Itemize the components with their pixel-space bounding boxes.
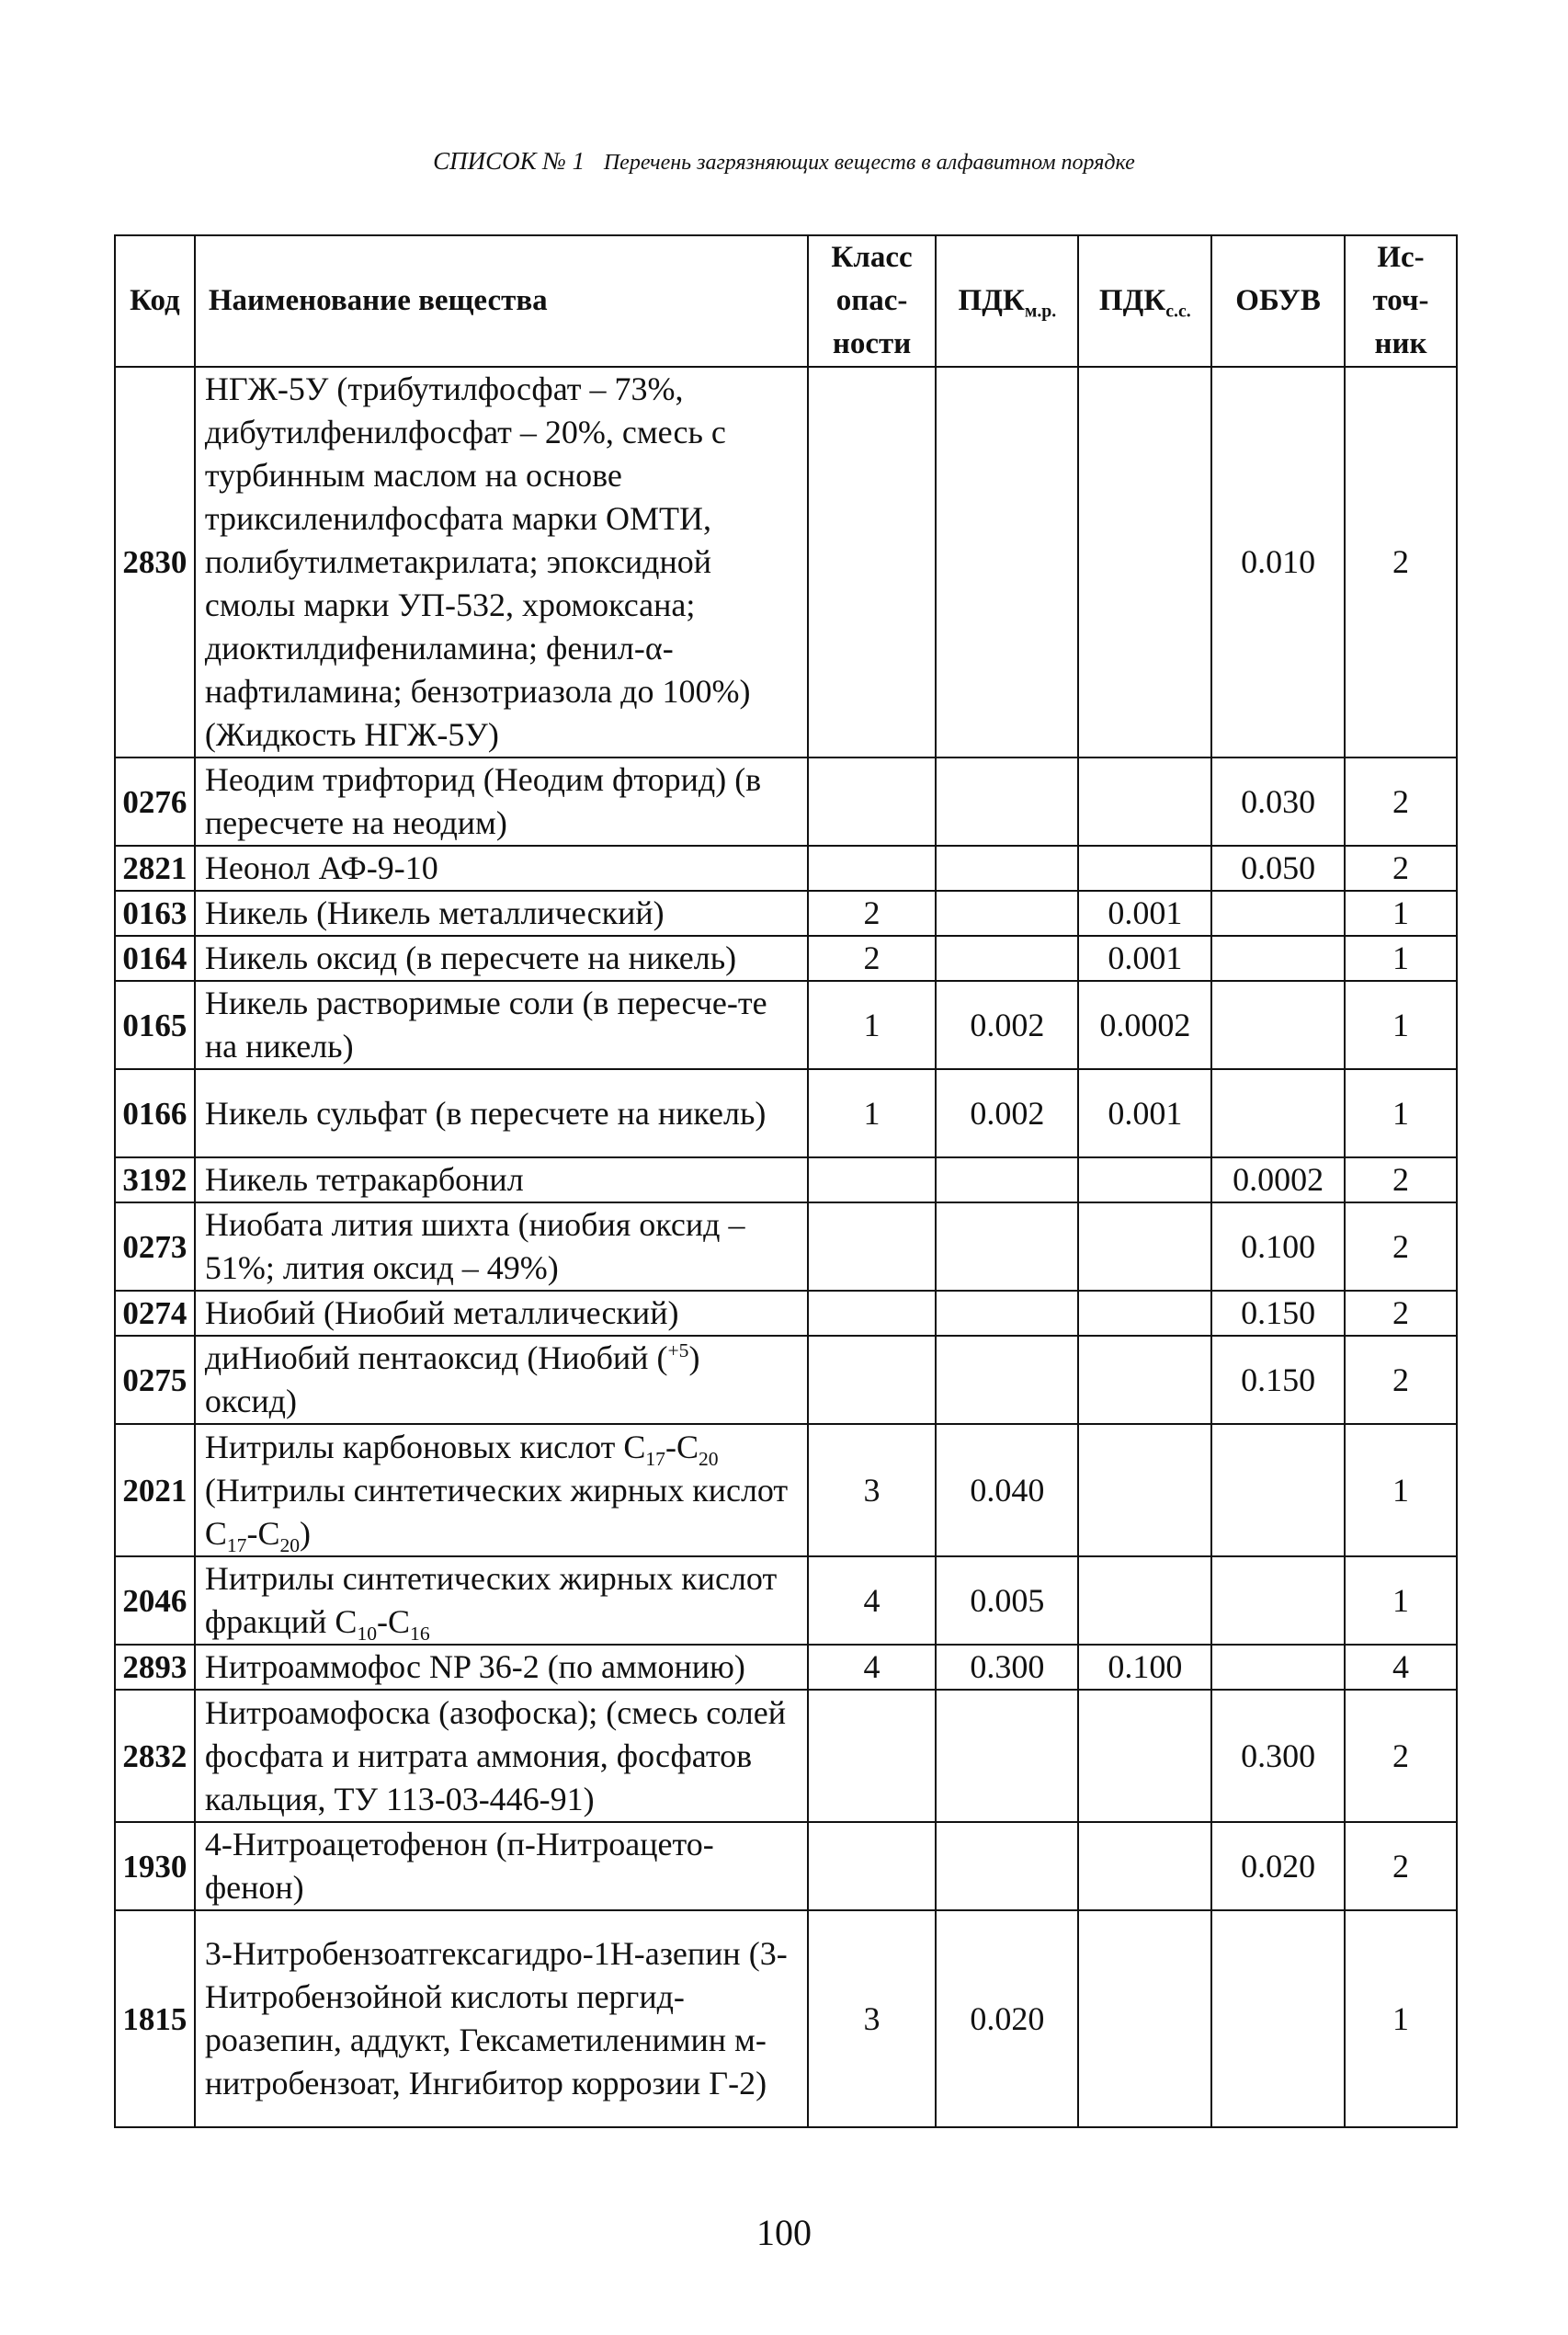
carbon-index: 20 <box>279 1533 301 1556</box>
row-obuv: 0.100 <box>1211 1202 1345 1291</box>
row-pdk-ss <box>1078 1822 1211 1910</box>
row-pdk-mr <box>936 1336 1078 1424</box>
table-row <box>115 891 1457 936</box>
name-part: -C <box>665 1428 699 1465</box>
row-hazard-class: 3 <box>808 1910 937 2127</box>
row-code: 0274 <box>115 1291 195 1336</box>
row-source: 1 <box>1345 1424 1457 1556</box>
row-pdk-mr: 0.020 <box>936 1910 1078 2127</box>
table-row <box>115 1202 1457 1291</box>
substances-table <box>114 234 1458 2128</box>
row-hazard-class <box>808 757 937 846</box>
row-code: 0164 <box>115 936 195 981</box>
row-name: Никель оксид (в пересчете на никель) <box>195 936 808 981</box>
row-code: 0275 <box>115 1336 195 1424</box>
carbon-index: 20 <box>698 1447 719 1470</box>
list-title: СПИСОК № 1 <box>433 147 585 175</box>
col-header-pdk-mr <box>936 235 1078 367</box>
row-pdk-mr <box>936 367 1078 757</box>
row-code: 3192 <box>115 1157 195 1202</box>
row-pdk-mr: 0.002 <box>936 981 1078 1069</box>
row-pdk-ss: 0.001 <box>1078 1069 1211 1157</box>
row-pdk-mr <box>936 891 1078 936</box>
row-name <box>195 1424 808 1556</box>
row-obuv: 0.020 <box>1211 1822 1345 1910</box>
row-source: 2 <box>1345 1202 1457 1291</box>
table-row <box>115 367 1457 757</box>
row-code: 2832 <box>115 1690 195 1822</box>
row-source: 2 <box>1345 757 1457 846</box>
row-obuv: 0.050 <box>1211 846 1345 891</box>
row-source: 2 <box>1345 1336 1457 1424</box>
row-hazard-class: 2 <box>808 891 937 936</box>
row-pdk-ss <box>1078 757 1211 846</box>
name-part: диНиобий пентаоксид (Ниобий ( <box>204 1339 668 1376</box>
row-code: 2046 <box>115 1556 195 1645</box>
table-row <box>115 1069 1457 1157</box>
row-name: Ниобата лития шихта (ниобия оксид – 51%; лития оксид – 49%) <box>195 1202 808 1291</box>
table-row <box>115 981 1457 1069</box>
row-pdk-ss: 0.001 <box>1078 936 1211 981</box>
table-row <box>115 936 1457 981</box>
carbon-index: 16 <box>410 1623 430 1646</box>
row-source: 1 <box>1345 1910 1457 2127</box>
name-part: Нитрилы карбоновых кислот C <box>204 1428 646 1465</box>
carbon-index: 10 <box>357 1623 378 1646</box>
row-obuv: 0.010 <box>1211 367 1345 757</box>
name-part: -C <box>377 1603 411 1640</box>
row-name: Неодим трифторид (Неодим фторид) (в пересчете на неодим) <box>195 757 808 846</box>
row-name: Никель тетракарбонил <box>195 1157 808 1202</box>
row-pdk-mr: 0.005 <box>936 1556 1078 1645</box>
row-name <box>195 1556 808 1645</box>
row-name <box>195 1336 808 1424</box>
row-code: 2893 <box>115 1645 195 1690</box>
table-row <box>115 1822 1457 1910</box>
row-name: Нитроамофоска (азофоска); (смесь солей фосфата и нитрата аммония, фосфатов кальция, ТУ 113-03-446-91) <box>195 1690 808 1822</box>
row-pdk-mr <box>936 1822 1078 1910</box>
row-hazard-class <box>808 1690 937 1822</box>
table-row <box>115 1690 1457 1822</box>
page-header <box>0 147 1568 176</box>
row-hazard-class <box>808 1202 937 1291</box>
row-obuv: 0.300 <box>1211 1690 1345 1822</box>
row-obuv: 0.150 <box>1211 1336 1345 1424</box>
row-hazard-class <box>808 1822 937 1910</box>
row-pdk-ss <box>1078 1336 1211 1424</box>
row-obuv <box>1211 1424 1345 1556</box>
row-pdk-mr <box>936 1690 1078 1822</box>
row-pdk-mr <box>936 1157 1078 1202</box>
row-hazard-class: 4 <box>808 1645 937 1690</box>
table-row <box>115 757 1457 846</box>
row-obuv <box>1211 1556 1345 1645</box>
col-header-pdk-ss <box>1078 235 1211 367</box>
row-source: 1 <box>1345 981 1457 1069</box>
row-code: 0166 <box>115 1069 195 1157</box>
row-name: Нитроаммофос NP 36-2 (по аммонию) <box>195 1645 808 1690</box>
col-header-hazard-class: Класс опас- ности <box>808 235 937 367</box>
row-code: 2821 <box>115 846 195 891</box>
table-row <box>115 1645 1457 1690</box>
row-name: Никель сульфат (в пересчете на никель) <box>195 1069 808 1157</box>
carbon-index: 17 <box>645 1447 665 1470</box>
row-code: 2021 <box>115 1424 195 1556</box>
row-source: 1 <box>1345 1556 1457 1645</box>
row-pdk-mr <box>936 1202 1078 1291</box>
name-part: -C <box>246 1514 280 1552</box>
pdk-ss-sub: с.с. <box>1165 301 1191 322</box>
row-hazard-class <box>808 367 937 757</box>
col-header-obuv: ОБУВ <box>1211 235 1345 367</box>
row-code: 1815 <box>115 1910 195 2127</box>
name-part: (Нитрилы синтетических жирных кислот C <box>204 1471 789 1552</box>
table-row <box>115 1157 1457 1202</box>
row-pdk-ss <box>1078 1291 1211 1336</box>
row-hazard-class: 1 <box>808 981 937 1069</box>
table-row <box>115 1336 1457 1424</box>
row-code: 2830 <box>115 367 195 757</box>
table-row <box>115 1910 1457 2127</box>
col-header-code: Код <box>115 235 195 367</box>
row-pdk-ss <box>1078 1556 1211 1645</box>
table-row <box>115 1556 1457 1645</box>
row-source: 2 <box>1345 846 1457 891</box>
row-source: 2 <box>1345 1291 1457 1336</box>
row-source: 2 <box>1345 1822 1457 1910</box>
table-header-row <box>115 235 1457 367</box>
row-source: 2 <box>1345 367 1457 757</box>
row-source: 4 <box>1345 1645 1457 1690</box>
pdk-ss-base: ПДК <box>1098 284 1166 317</box>
page-number: 100 <box>756 2212 812 2253</box>
row-pdk-ss <box>1078 367 1211 757</box>
row-hazard-class: 1 <box>808 1069 937 1157</box>
table-row <box>115 846 1457 891</box>
row-pdk-mr <box>936 757 1078 846</box>
row-code: 0163 <box>115 891 195 936</box>
row-name: 4-Нитроацетофенон (п-Нитроацето-фенон) <box>195 1822 808 1910</box>
row-obuv <box>1211 981 1345 1069</box>
row-source: 1 <box>1345 936 1457 981</box>
row-pdk-ss <box>1078 1157 1211 1202</box>
name-part: ) оксид) <box>204 1339 700 1419</box>
row-pdk-ss: 0.100 <box>1078 1645 1211 1690</box>
col-header-name: Наименование вещества <box>195 235 808 367</box>
row-obuv: 0.150 <box>1211 1291 1345 1336</box>
row-obuv <box>1211 1645 1345 1690</box>
row-source: 2 <box>1345 1157 1457 1202</box>
row-code: 1930 <box>115 1822 195 1910</box>
row-obuv <box>1211 936 1345 981</box>
row-pdk-ss: 0.001 <box>1078 891 1211 936</box>
list-subtitle: Перечень загрязняющих веществ в алфавитном порядке <box>603 151 1135 175</box>
row-pdk-mr: 0.002 <box>936 1069 1078 1157</box>
row-hazard-class <box>808 1157 937 1202</box>
row-name: Никель (Никель металлический) <box>195 891 808 936</box>
row-name: 3-Нитробензоатгексагидро-1Н-азепин (3-Нитробензойной кислоты пергид-роазепин, аддукт, Гексаметиленимин м-нитробензоат, Ингибитор коррозии Г-2) <box>195 1910 808 2127</box>
name-part: ) <box>300 1514 312 1552</box>
row-hazard-class: 2 <box>808 936 937 981</box>
row-pdk-mr: 0.300 <box>936 1645 1078 1690</box>
row-pdk-ss: 0.0002 <box>1078 981 1211 1069</box>
carbon-index: 17 <box>226 1533 247 1556</box>
row-code: 0273 <box>115 1202 195 1291</box>
row-name: Никель растворимые соли (в пересче-те на никель) <box>195 981 808 1069</box>
row-hazard-class <box>808 846 937 891</box>
row-hazard-class: 3 <box>808 1424 937 1556</box>
pdk-mr-sub: м.р. <box>1024 301 1057 322</box>
oxidation-state: +5 <box>667 1339 689 1361</box>
row-pdk-mr <box>936 1291 1078 1336</box>
row-obuv: 0.030 <box>1211 757 1345 846</box>
col-header-source: Ис- точ- ник <box>1345 235 1457 367</box>
row-name: Ниобий (Ниобий металлический) <box>195 1291 808 1336</box>
row-pdk-ss <box>1078 846 1211 891</box>
row-pdk-ss <box>1078 1690 1211 1822</box>
row-obuv <box>1211 1069 1345 1157</box>
row-code: 0165 <box>115 981 195 1069</box>
row-pdk-ss <box>1078 1424 1211 1556</box>
table-row <box>115 1424 1457 1556</box>
row-pdk-ss <box>1078 1202 1211 1291</box>
row-source: 1 <box>1345 1069 1457 1157</box>
row-source: 1 <box>1345 891 1457 936</box>
row-pdk-mr: 0.040 <box>936 1424 1078 1556</box>
row-hazard-class: 4 <box>808 1556 937 1645</box>
row-pdk-mr <box>936 936 1078 981</box>
row-obuv <box>1211 891 1345 936</box>
row-obuv <box>1211 1910 1345 2127</box>
row-code: 0276 <box>115 757 195 846</box>
name-part: Нитрилы синтетических жирных кислот фракций C <box>204 1560 778 1640</box>
row-name: Неонол АФ-9-10 <box>195 846 808 891</box>
row-hazard-class <box>808 1291 937 1336</box>
row-pdk-mr <box>936 846 1078 891</box>
row-source: 2 <box>1345 1690 1457 1822</box>
pdk-mr-base: ПДК <box>958 284 1025 317</box>
row-name: НГЖ-5У (трибутилфосфат – 73%, дибутилфенилфосфат – 20%, смесь с турбинным маслом на основе триксиленилфосфата марки ОМТИ, полибутилметакрилата; эпоксидной смолы марки УП-532, хромоксана; диоктилдифениламина; фенил-α-нафтиламина; бензотриазола до 100%) (Жидкость НГЖ-5У) <box>195 367 808 757</box>
table-row <box>115 1291 1457 1336</box>
row-obuv: 0.0002 <box>1211 1157 1345 1202</box>
row-pdk-ss <box>1078 1910 1211 2127</box>
row-hazard-class <box>808 1336 937 1424</box>
